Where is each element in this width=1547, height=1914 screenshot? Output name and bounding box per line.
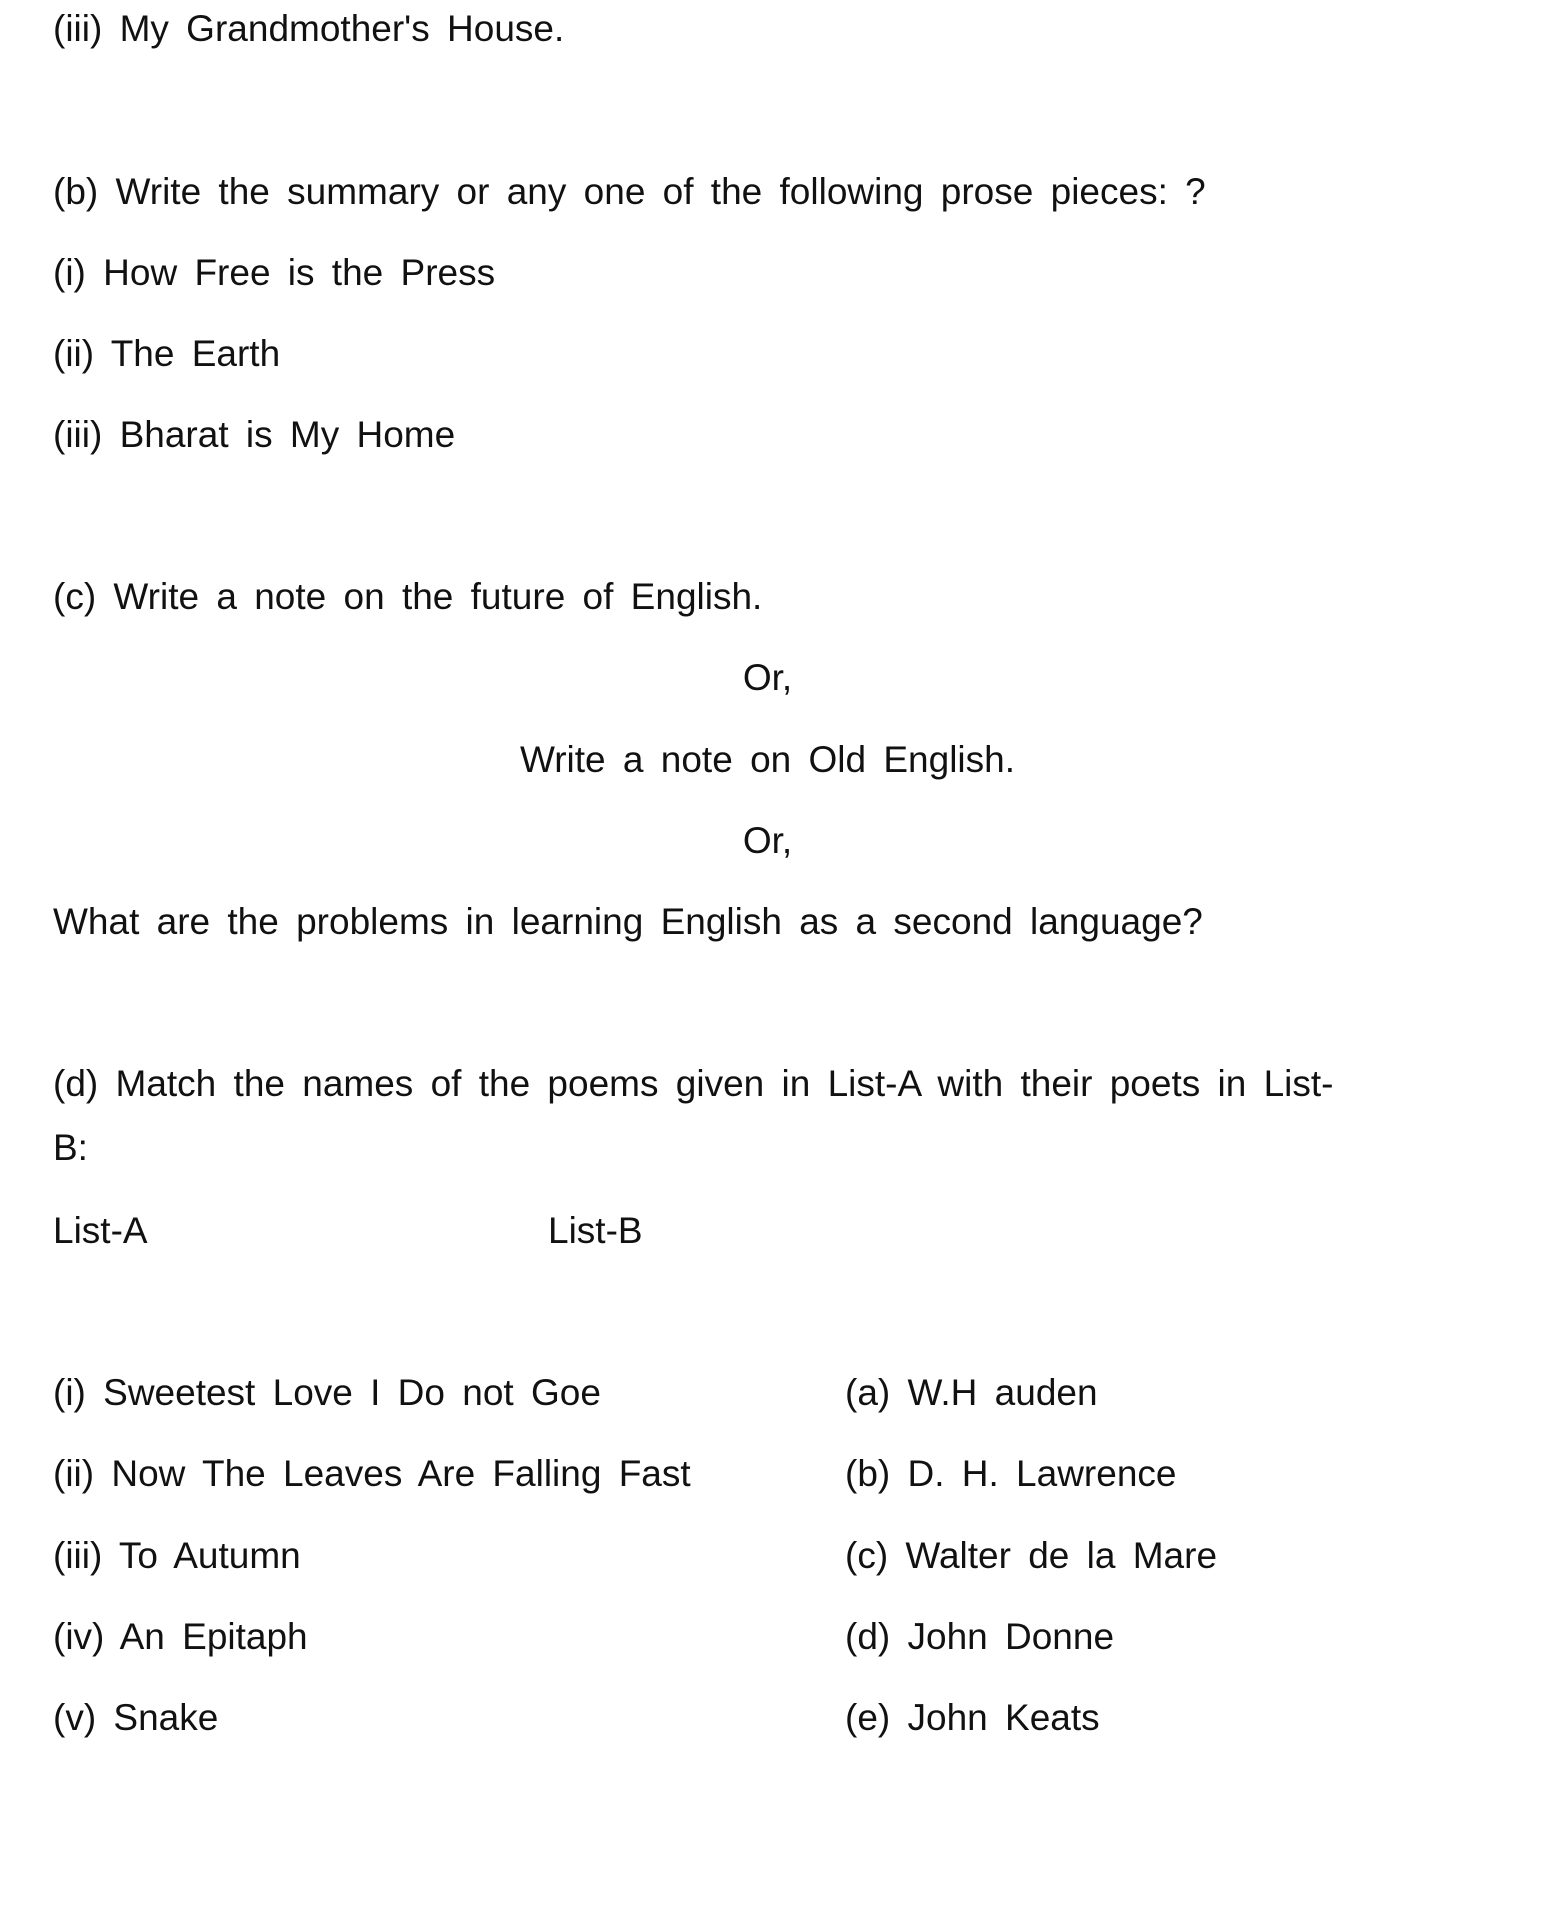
question-c-alternative: Write a note on Old English. (519, 739, 1015, 780)
question-d-continued: B: (53, 1127, 88, 1168)
list-b-item: (e) John Keats (845, 1697, 1100, 1738)
list-a-item: (iv) An Epitaph (53, 1616, 308, 1657)
question-c: (c) Write a note on the future of English. (53, 576, 763, 617)
question-b-option: (iii) Bharat is My Home (53, 414, 456, 455)
list-b-item: (a) W.H auden (845, 1372, 1098, 1413)
question-d: (d) Match the names of the poems given in List-A with their poets in List- (53, 1063, 1334, 1104)
list-a-item: (v) Snake (53, 1697, 219, 1738)
or-separator: Or, (742, 657, 793, 698)
list-b-item: (d) John Donne (845, 1616, 1115, 1657)
list-a-item: (ii) Now The Leaves Are Falling Fast (53, 1453, 691, 1494)
question-c-alternative: What are the problems in learning English as a second language? (53, 901, 1203, 942)
question-b-option: (ii) The Earth (53, 333, 281, 374)
list-a-item: (i) Sweetest Love I Do not Goe (53, 1372, 601, 1413)
list-a-item: (iii) To Autumn (53, 1535, 301, 1576)
question-b: (b) Write the summary or any one of the following prose pieces: ? (53, 171, 1206, 212)
list-a-header: List-A (53, 1210, 148, 1251)
question-b-option: (i) How Free is the Press (53, 252, 496, 293)
list-b-header: List-B (548, 1210, 643, 1251)
list-b-item: (c) Walter de la Mare (845, 1535, 1218, 1576)
prev-item: (iii) My Grandmother's House. (53, 8, 565, 49)
or-separator: Or, (742, 820, 793, 861)
list-b-item: (b) D. H. Lawrence (845, 1453, 1177, 1494)
